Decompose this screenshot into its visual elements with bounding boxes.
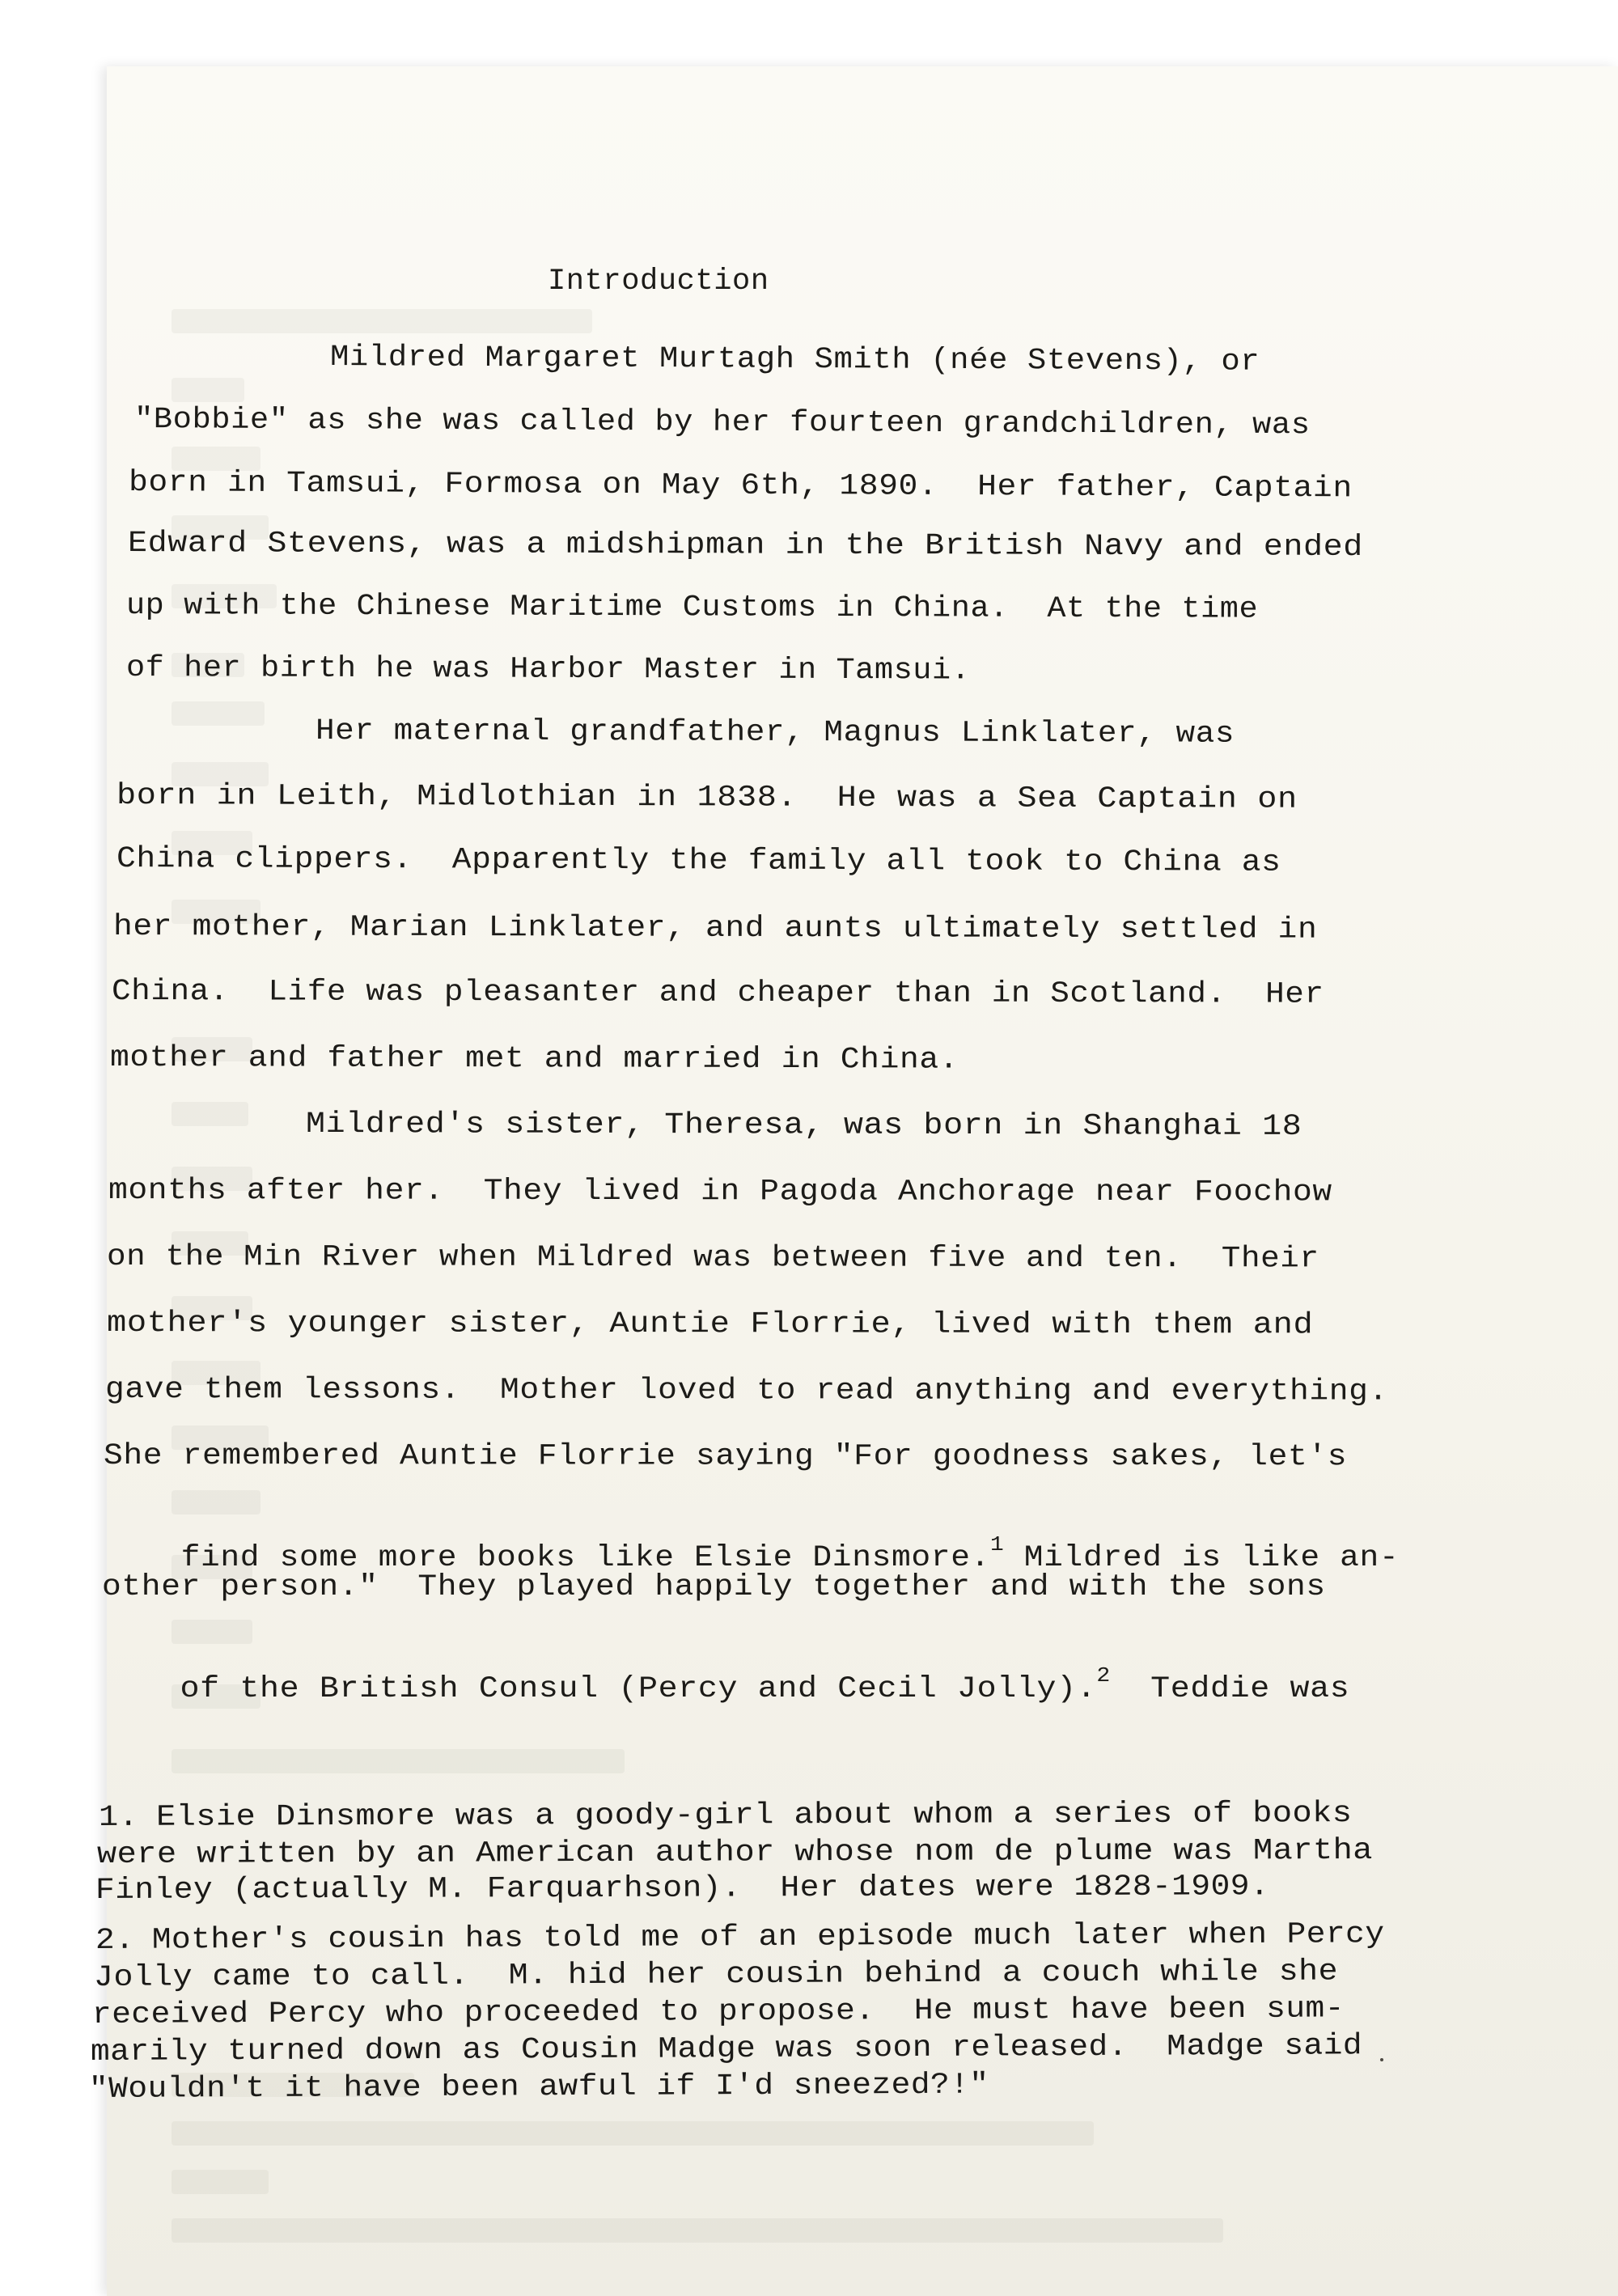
- footnote-2-line-3: received Percy who proceeded to propose. He must have been sum-: [91, 1992, 1345, 2032]
- footnote-2-line-2: Jolly came to call. M. hid her cousin behind a couch while she: [93, 1955, 1339, 1995]
- paragraph-3-line-2: months after her. They lived in Pagoda Anchorage near Foochow: [108, 1174, 1332, 1210]
- paragraph-1-line-5: up with the Chinese Maritime Customs in China. At the time: [125, 589, 1259, 627]
- paragraph-3-line-9: [100, 1636, 1349, 1743]
- footnote-1-number: 1.: [98, 1800, 139, 1835]
- paragraph-2-line-4: her mother, Marian Linklater, and aunts ultimately settled in: [112, 910, 1318, 947]
- line-text-after-note: Teddie was: [1110, 1672, 1350, 1706]
- footnote-1-line-2: were written by an American author whose nom de plume was Martha: [96, 1833, 1373, 1872]
- footnote-2-line-4: marily turned down as Cousin Madge was soon released. Madge said: [90, 2029, 1363, 2069]
- footnote-2-text: Mother's cousin has told me of an episode much later when Percy: [151, 1917, 1385, 1958]
- footnote-marker-1: 1: [990, 1531, 1005, 1557]
- paragraph-3-line-4: mother's younger sister, Auntie Florrie, lived with them and: [106, 1307, 1314, 1343]
- paragraph-3-line-8: other person." They played happily together and with the sons: [102, 1570, 1326, 1604]
- footnote-1-text: Elsie Dinsmore was a goody-girl about whom a series of books: [156, 1797, 1353, 1835]
- paragraph-1-line-2: "Bobbie" as she was called by her fourteen grandchildren, was: [133, 403, 1311, 443]
- paragraph-2-line-3: China clippers. Apparently the family all took to China as: [116, 842, 1281, 880]
- document-page: [88, 66, 1618, 2296]
- paragraph-3-line-6: She remembered Auntie Florrie saying "For goodness sakes, let's: [103, 1439, 1348, 1475]
- footnote-2-number: 2.: [95, 1923, 135, 1958]
- page-title: Introduction: [548, 265, 769, 299]
- paragraph-2-line-6: mother and father met and married in China.: [109, 1041, 959, 1078]
- footnote-2-line-5: "Wouldn't it have been awful if I'd sneezed?!": [88, 2068, 989, 2107]
- paragraph-3-line-3: on the Min River when Mildred was between five and ten. Their: [106, 1240, 1319, 1277]
- paragraph-3-line-1: Mildred's sister, Theresa, was born in Shanghai 18: [305, 1108, 1302, 1144]
- paragraph-1-line-4: Edward Stevens, was a midshipman in the British Navy and ended: [127, 527, 1364, 565]
- line-text-before-note: of the British Consul (Percy and Cecil Jolly).: [180, 1672, 1097, 1706]
- paragraph-1-line-3: born in Tamsui, Formosa on May 6th, 1890. Her father, Captain: [128, 466, 1353, 506]
- paragraph-2-line-1: Her maternal grandfather, Magnus Linklater, was: [315, 714, 1235, 752]
- line-text-after-note: Mildred is like an-: [1004, 1541, 1400, 1575]
- paragraph-2-line-5: China. Life was pleasanter and cheaper than in Scotland. Her: [111, 975, 1324, 1012]
- ink-speck: [1380, 2058, 1383, 2061]
- paragraph-2-line-2: born in Leith, Midlothian in 1838. He was a Sea Captain on: [116, 779, 1298, 817]
- line-text-before-note: find some more books like Elsie Dinsmore.: [180, 1541, 991, 1575]
- paragraph-1-line-1: Mildred Margaret Murtagh Smith (née Stevens), or: [329, 341, 1260, 379]
- footnote-marker-2: 2: [1096, 1663, 1111, 1688]
- paragraph-3-line-5: gave them lessons. Mother loved to read anything and everything.: [104, 1373, 1389, 1409]
- footnote-1-line-3: Finley (actually M. Farquarhson). Her dates were 1828-1909.: [95, 1870, 1270, 1908]
- footnote-1-line-1: [99, 1795, 1353, 1836]
- paragraph-1-line-6: of her birth he was Harbor Master in Tamsui.: [125, 651, 971, 688]
- footnote-2-line-1: [95, 1916, 1385, 1959]
